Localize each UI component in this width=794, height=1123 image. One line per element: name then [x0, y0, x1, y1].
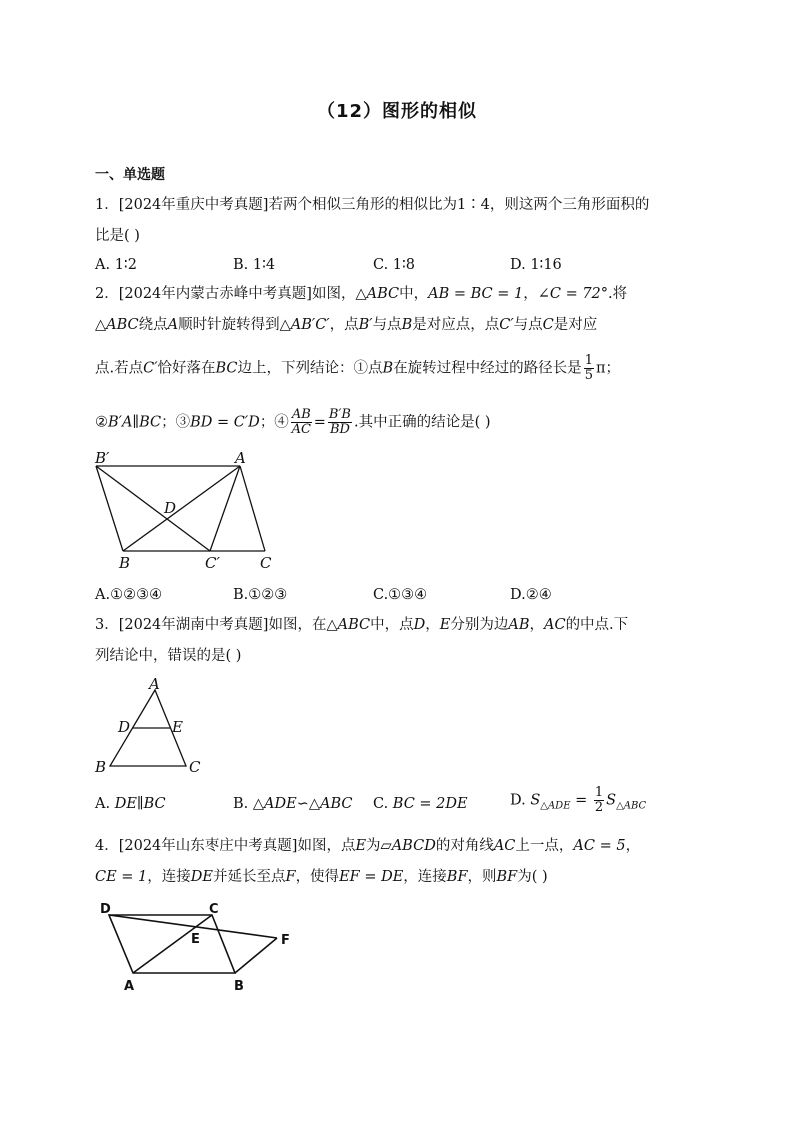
label-a: A [124, 979, 135, 994]
q4-math: E [355, 838, 367, 854]
q2-math: △ABC [355, 286, 400, 302]
q2-math: ∠C = 72° [537, 286, 609, 302]
q2-option-c[interactable]: C.①③④ [373, 587, 428, 603]
q1-option-a[interactable]: A. 1∶2 [95, 257, 137, 273]
q2-fraction [328, 408, 352, 437]
q1-option-d[interactable]: D. 1∶16 [510, 257, 562, 273]
q2-line-1 [95, 284, 705, 304]
q1-options [95, 255, 695, 275]
q2-option-b[interactable]: B.①②③ [233, 587, 288, 603]
fraction-denominator: 2 [594, 800, 604, 815]
q3-option-d[interactable] [510, 786, 646, 816]
label-b: B [234, 979, 244, 994]
q4-text: ， [625, 838, 641, 854]
q4-math: AC = 5 [573, 838, 626, 854]
q2-text: 与点 [372, 317, 402, 333]
q2-text: ；④ [259, 414, 289, 431]
segment-a-b [123, 466, 240, 551]
q4-figure [95, 898, 305, 998]
q3-math: AC [543, 617, 566, 633]
q3-line-2: 列结论中，错误的是( ) [95, 648, 242, 664]
q2-text: 2．[2024年内蒙古赤峰中考真题]如图， [95, 286, 356, 302]
q4-text: ，使得 [295, 869, 340, 885]
q2-text: 绕点 [138, 317, 168, 333]
q1-option-b[interactable]: B. 1∶4 [233, 257, 276, 273]
option-math: BC = 2DE [392, 796, 468, 812]
q2-text: = [313, 414, 326, 431]
q3-text: 中，点 [370, 617, 414, 633]
fraction-denominator: AC [291, 422, 311, 437]
option-letter: D. [510, 792, 531, 809]
q3-text: ， [529, 617, 544, 633]
q3-line-1 [95, 615, 705, 635]
q2-text: ，点 [329, 317, 359, 333]
q2-text: 顺时针旋转得到 [178, 317, 280, 333]
q2-text: π； [595, 360, 620, 377]
q2-line-3 [95, 354, 705, 383]
q2-text: .其中正确的结论是( ) [353, 414, 491, 431]
q4-text: 为( ) [517, 869, 548, 885]
q1-line-1: 1．[2024年重庆中考真题]若两个相似三角形的相似比为1∶4，则这两个三角形面积的 [95, 197, 650, 213]
q2-math: AB = BC = 1 [428, 286, 524, 302]
q4-line-1 [95, 836, 705, 856]
label-c: C [209, 902, 219, 917]
label-bprime: B′ [95, 449, 110, 467]
q4-text: 的对角线 [435, 838, 494, 854]
q4-text: 并延长至点 [213, 869, 286, 885]
q3-text: 3．[2024年湖南中考真题]如图，在 [95, 617, 327, 633]
q2-text: 是对应 [553, 317, 598, 333]
q2-text: ② [95, 414, 108, 431]
q4-math: BF [446, 869, 468, 885]
q3-text: ， [425, 617, 440, 633]
q2-math: C′ [143, 360, 158, 377]
q4-line-2 [95, 867, 705, 887]
q3-option-c[interactable] [373, 794, 468, 814]
q2-option-a[interactable]: A.①②③④ [95, 587, 163, 603]
q2-line-4 [95, 408, 705, 437]
q2-math: B′A∥BC [108, 414, 162, 431]
q2-text: ， [523, 286, 538, 302]
q4-math: EF = DE [339, 869, 404, 885]
fraction-numerator: AB [291, 407, 311, 422]
q1-option-c[interactable]: C. 1∶8 [373, 257, 416, 273]
q3-math: AB [508, 617, 530, 633]
option-math: △ADE∽△ABC [252, 796, 353, 812]
segment-bprime-cprime [96, 466, 210, 551]
q2-math: BC [215, 360, 238, 377]
q4-text: ，连接 [403, 869, 447, 885]
option-subscript: △ADE [540, 800, 571, 812]
fraction-denominator: BD [329, 422, 350, 437]
segment-b-f [235, 938, 277, 973]
q2-figure-lines [96, 466, 265, 551]
q2-line-2 [95, 315, 705, 335]
label-d: D [100, 902, 111, 917]
q2-fraction [291, 408, 312, 437]
q2-fraction [584, 354, 594, 383]
q4-math: ▱ABCD [380, 838, 436, 854]
q2-math: B [401, 317, 413, 333]
q4-text: ，则 [467, 869, 497, 885]
page-title: （12）图形的相似 [316, 101, 478, 122]
q2-text: .将 [608, 286, 628, 302]
segment-a-c [240, 466, 265, 551]
section-heading: 一、单选题 [95, 167, 165, 183]
label-d: D [118, 718, 131, 736]
q1-line-2: 比是( ) [95, 228, 140, 244]
label-e: E [191, 932, 200, 947]
label-cprime: C′ [205, 554, 220, 572]
label-e: E [172, 718, 183, 736]
label-a: A [149, 675, 160, 693]
q2-math: C′ [499, 317, 514, 333]
option-subscript: △ABC [616, 800, 647, 812]
q2-math: BD = C′D [190, 414, 260, 431]
q4-text: ，连接 [147, 869, 191, 885]
fraction-numerator: 1 [584, 353, 593, 368]
q2-math: B [382, 360, 394, 377]
q3-text: 分别为边 [450, 617, 509, 633]
option-math: DE∥BC [114, 796, 166, 812]
q3-option-b[interactable] [233, 794, 353, 814]
q4-math: DE [190, 869, 213, 885]
q2-text: 恰好落在 [157, 360, 216, 377]
label-b: B [119, 554, 131, 572]
q3-math: D [413, 617, 426, 633]
q2-text: 点.若点 [95, 360, 144, 377]
option-fraction [594, 786, 604, 815]
q2-math: △ABC [95, 317, 139, 333]
q2-text: 中， [399, 286, 429, 302]
q2-text: ；③ [161, 414, 191, 431]
q4-math: CE = 1 [95, 869, 148, 885]
q2-text: 是对应点，点 [412, 317, 500, 333]
label-b: B [95, 758, 107, 776]
option-math: S [530, 792, 541, 809]
q2-math: A [167, 317, 179, 333]
segment-bprime-b [96, 466, 123, 551]
q4-math: F [285, 869, 296, 885]
q3-options [95, 785, 695, 815]
q2-option-d[interactable]: D.②④ [510, 587, 552, 603]
label-a: A [235, 449, 246, 467]
label-f: F [281, 933, 290, 948]
q4-text: 4．[2024年山东枣庄中考真题]如图，点 [95, 838, 356, 854]
q4-math: AC [493, 838, 516, 854]
option-math: = [570, 792, 592, 809]
q2-options [95, 585, 695, 605]
q3-option-a[interactable] [95, 794, 166, 814]
q4-text: 为 [366, 838, 381, 854]
q2-text: 与点 [513, 317, 543, 333]
segment-a-cprime [210, 466, 240, 551]
q2-text: 在旋转过程中经过的路径长是 [393, 360, 582, 377]
q2-text: 边上，下列结论：①点 [237, 360, 383, 377]
label-d: D [164, 499, 177, 517]
option-letter: C. [373, 796, 393, 812]
q3-math: △ABC [326, 617, 371, 633]
q2-figure [88, 446, 288, 574]
fraction-numerator: B′B [328, 407, 351, 422]
label-c: C [189, 758, 201, 776]
fraction-numerator: 1 [594, 785, 604, 800]
q3-text: 的中点.下 [565, 617, 629, 633]
option-letter: A. [95, 796, 115, 812]
label-c: C [260, 554, 272, 572]
q4-math: BF [496, 869, 518, 885]
q2-math: △AB′C′ [279, 317, 330, 333]
q3-math: E [439, 617, 451, 633]
q4-text: 上一点， [515, 838, 574, 854]
option-letter: B. [233, 796, 253, 812]
q2-math: C [542, 317, 554, 333]
option-math: S [606, 792, 617, 809]
fraction-denominator: 5 [584, 368, 593, 383]
q3-figure [90, 674, 220, 782]
q2-math: B′ [358, 317, 373, 333]
